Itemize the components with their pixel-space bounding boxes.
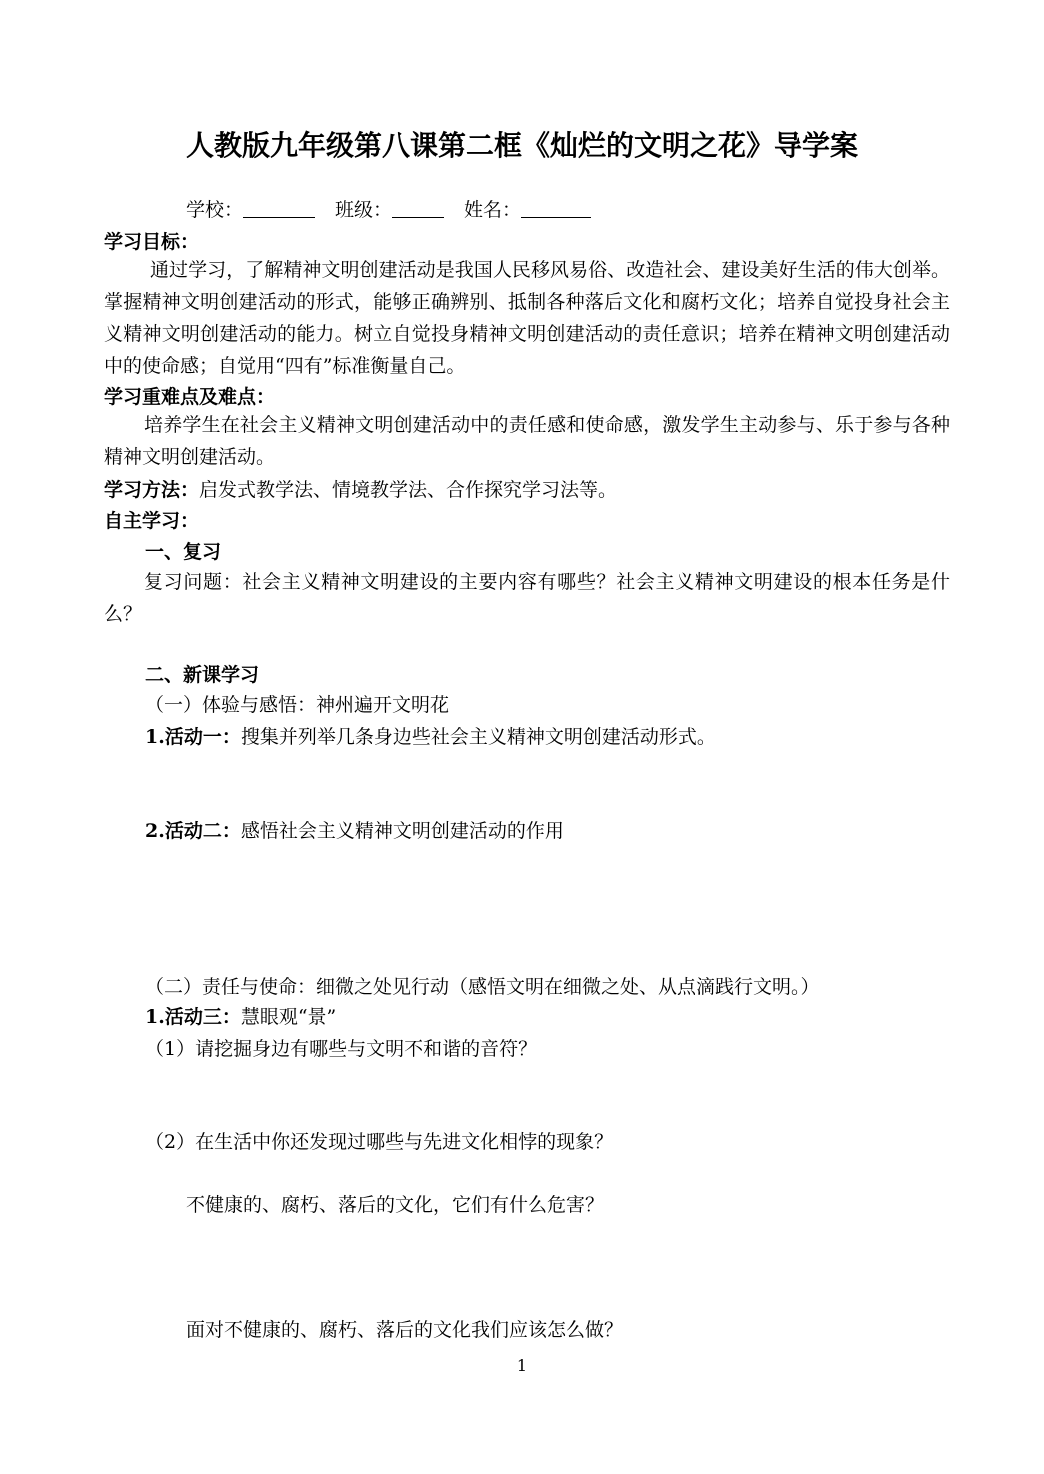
review-question: 复习问题：社会主义精神文明建设的主要内容有哪些？社会主义精神文明建设的根本任务是什么？ [104,571,950,625]
key-points-heading: 学习重难点及难点： [104,386,276,408]
methods-heading: 学习方法： [104,479,200,501]
question-2: （2）在生活中你还发现过哪些与先进文化相悖的现象？ [145,1131,614,1153]
page-title: 人教版九年级第八课第二框《灿烂的文明之花》导学案 [185,129,858,162]
page-number: 1 [516,1356,528,1375]
activity2-text: 感悟社会主义精神文明创建活动的作用 [240,820,564,842]
activity2-number: 2.活动二： [145,820,241,842]
objectives-heading: 学习目标： [104,231,200,253]
activity1-text: 搜集并列举几条身边些社会主义精神文明创建活动形式。 [240,726,716,748]
activity2 [145,819,564,843]
question-3: 不健康的、腐朽、落后的文化，它们有什么危害？ [186,1194,605,1216]
methods-row [104,478,617,502]
activity3-number: 1.活动三： [145,1006,241,1028]
part1-heading: （一）体验与感悟：神州遍开文明花 [145,694,450,716]
review-heading: 一、复习 [145,541,222,563]
student-info-row [186,198,591,222]
school-label: 学校： [186,199,244,221]
activity3 [145,1005,336,1029]
objectives-body: 通过学习，了解精神文明创建活动是我国人民移风易俗、改造社会、建设美好生活的伟大创举。掌握精神文明创建活动的形式，能够正确辨别、抵制各种落后文化和腐朽文化；培养自觉投身社会主义精神文明创建活动的能力。树立自觉投身精神文明创建活动的责任意识；培养在精神文明创建活动中的使命感；自觉用“四有”标准衡量自己。 [104,259,950,377]
question-4: 面对不健康的、腐朽、落后的文化我们应该怎么做？ [186,1319,624,1341]
activity1 [145,725,716,749]
school-blank[interactable] [243,199,315,218]
methods-body: 启发式教学法、情境教学法、合作探究学习法等。 [199,479,618,501]
name-blank[interactable] [521,199,591,218]
self-study-heading: 自主学习： [104,510,200,532]
activity3-text: 慧眼观“景” [240,1006,337,1028]
name-label: 姓名： [464,199,522,221]
question-1: （1）请挖掘身边有哪些与文明不和谐的音符？ [145,1038,538,1060]
new-lesson-heading: 二、新课学习 [145,664,260,686]
activity1-number: 1.活动一： [145,726,241,748]
class-blank[interactable] [392,199,444,218]
class-label: 班级： [335,199,393,221]
part2-heading: （二）责任与使命：细微之处见行动（感悟文明在细微之处、从点滴践行文明。） [145,976,820,998]
key-points-body: 培养学生在社会主义精神文明创建活动中的责任感和使命感，激发学生主动参与、乐于参与各种精神文明创建活动。 [104,414,950,468]
